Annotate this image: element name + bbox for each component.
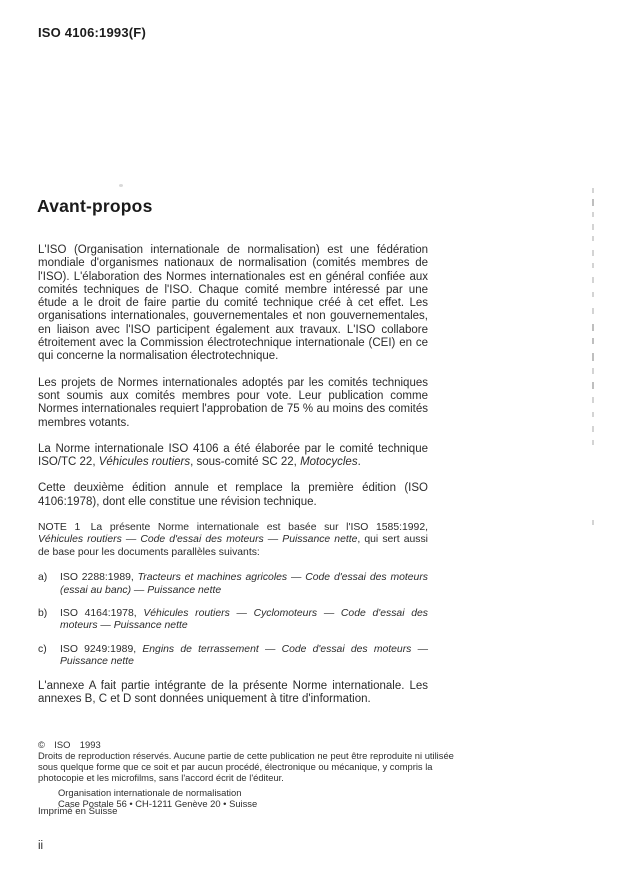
- copyright-line: © ISO 1993: [38, 739, 101, 750]
- page-number: ii: [38, 840, 44, 852]
- paragraph-vote: Les projets de Normes internationales adoptés par les comités techniques sont soumis aux comités membres pour vote. Leur publication comme Normes internationales requiert l'approbation de 75 % au moins des comités membres votants.: [38, 376, 428, 429]
- list-item-text: ISO 2288:1989, Tracteurs et machines agricoles — Code d'essai des moteurs (essai au banc) — Puissance nette: [60, 572, 428, 596]
- body-column: [38, 244, 428, 719]
- list-item-text: ISO 4164:1978, Véhicules routiers — Cyclomoteurs — Code d'essai des moteurs — Puissance nette: [60, 608, 428, 632]
- list-item: [38, 572, 428, 597]
- paragraph-committee: La Norme internationale ISO 4106 a été élaborée par le comité technique ISO/TC 22, Véhicules routiers, sous-comité SC 22, Motocycles.: [38, 442, 428, 469]
- publisher-address: Case Postale 56 • CH-1211 Genève 20 • Suisse: [58, 798, 258, 809]
- list-item-marker: c): [38, 643, 47, 655]
- paragraph-annex: L'annexe A fait partie intégrante de la présente Norme internationale. Les annexes B, C et D sont données uniquement à titre d'information.: [38, 679, 428, 705]
- list-item-text: ISO 9249:1989, Engins de terrassement — Code d'essai des moteurs — Puissance nette: [60, 643, 428, 668]
- page-title: Avant-propos: [37, 196, 153, 216]
- note-intro: NOTE 1 La présente Norme internationale est basée sur l'ISO 1585:1992, Véhicules routiers — Code d'essai des moteurs — Puissance nette, qui sert aussi de base pour les documents parallèles suivants:: [38, 522, 428, 558]
- list-item: [38, 644, 428, 669]
- note-block: [38, 522, 428, 669]
- list-item-marker: b): [38, 608, 48, 620]
- publisher-name: Organisation internationale de normalisation: [58, 787, 242, 798]
- scan-artifact-dot: [119, 184, 123, 187]
- list-item: [38, 608, 428, 633]
- document-reference: ISO 4106:1993(F): [38, 25, 146, 40]
- list-item-marker: a): [38, 572, 48, 584]
- paragraph-iso-intro: L'ISO (Organisation internationale de normalisation) est une fédération mondiale d'organismes nationaux de normalisation (comités membres de l'ISO). L'élaboration des Normes internationales est en général confiée aux comités techniques de l'ISO. Chaque comité membre intéressé par une étude a le droit de faire partie du comité technique créé à cet effet. Les organisations internationales, gouvernementales et non gouvernementales, en liaison avec l'ISO participent également aux travaux. L'ISO collabore étroitement avec la Commission électrotechnique internationale (CEI) en ce qui concerne la normalisation électrotechnique.: [38, 244, 428, 363]
- printed-in-note: Imprimé en Suisse: [38, 806, 118, 817]
- paragraph-edition: Cette deuxième édition annule et remplace la première édition (ISO 4106:1978), dont elle constitue une révision technique.: [38, 482, 428, 508]
- scan-artifact-column: [592, 0, 598, 877]
- copyright-block: [38, 739, 468, 809]
- rights-text: Droits de reproduction réservés. Aucune partie de cette publication ne peut être reproduite ni utilisée sous quelque forme que ce soit et par aucun procédé, électronique ou mécanique, y compris la photocopie et les microfilms, sans l'accord écrit de l'éditeur.: [38, 750, 454, 783]
